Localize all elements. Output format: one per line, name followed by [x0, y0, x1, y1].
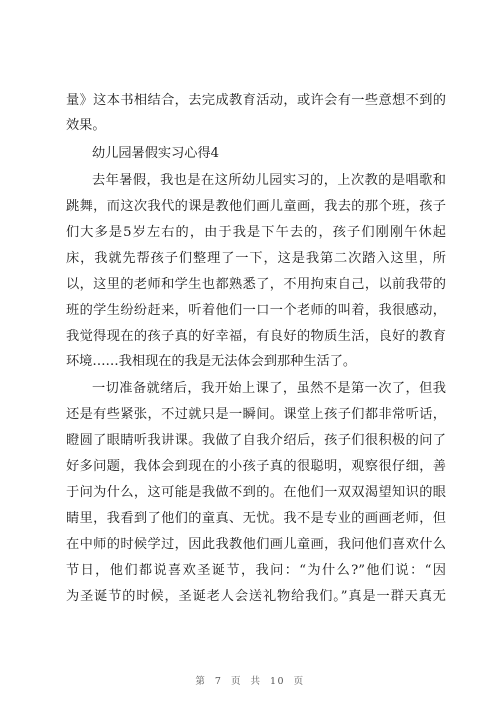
- text-line: 一切准备就绪后，我开始上课了，虽然不是第一次了，但我: [92, 381, 446, 396]
- text-line: 为圣诞节的时候，圣诞老人会送礼物给我们。”真是一群天真无: [66, 589, 446, 604]
- text-line: 环境……我相现在的我是无法体会到那种生活了。: [66, 354, 357, 369]
- text-line: 节日，他们都说喜欢圣诞节，我问：“为什么?”他们说：“因: [66, 563, 446, 578]
- section-heading: 幼儿园暑假实习心得4: [92, 146, 220, 161]
- text-line: 好多问题，我体会到现在的小孩子真的很聪明，观察很仔细，善: [66, 459, 446, 474]
- text-line: 在中师的时候学过，因此我教他们画儿童画，我问他们喜欢什么: [66, 537, 446, 552]
- text-line: 效果。: [66, 118, 106, 133]
- text-line: 我觉得现在的孩子真的好幸福，有良好的物质生活，良好的教育: [66, 329, 446, 344]
- text-line: 以，这里的老师和学生也都熟悉了，不用拘束自己，以前我带的: [66, 277, 446, 292]
- text-line: 还是有些紧张，不过就只是一瞬间。课堂上孩子们都非常听话，: [66, 407, 446, 422]
- page-footer: 第 7 页 共 10 页: [195, 676, 305, 687]
- text-line: 于问为什么，这可能是我做不到的。在他们一双双渴望知识的眼: [66, 485, 446, 500]
- text-line: 床，我就先帮孩子们整理了一下，这是我第二次踏入这里，所: [66, 251, 446, 266]
- text-line: 们大多是5岁左右的，由于我是下午去的，孩子们刚刚午休起: [66, 225, 446, 240]
- text-line: 跳舞，而这次我代的课是教他们画儿童画，我去的那个班，孩子: [66, 199, 446, 214]
- text-line: 量》这本书相结合，去完成教育活动，或许会有一些意想不到的: [66, 93, 446, 108]
- text-line: 去年暑假，我也是在这所幼儿园实习的，上次教的是唱歌和: [92, 173, 446, 188]
- text-line: 班的学生纷纷赶来，听着他们一口一个老师的叫着，我很感动，: [66, 303, 446, 318]
- text-line: 瞪圆了眼睛听我讲课。我做了自我介绍后，孩子们很积极的问了: [66, 433, 446, 448]
- text-line: 睛里，我看到了他们的童真、无忧。我不是专业的画画老师，但: [66, 511, 446, 526]
